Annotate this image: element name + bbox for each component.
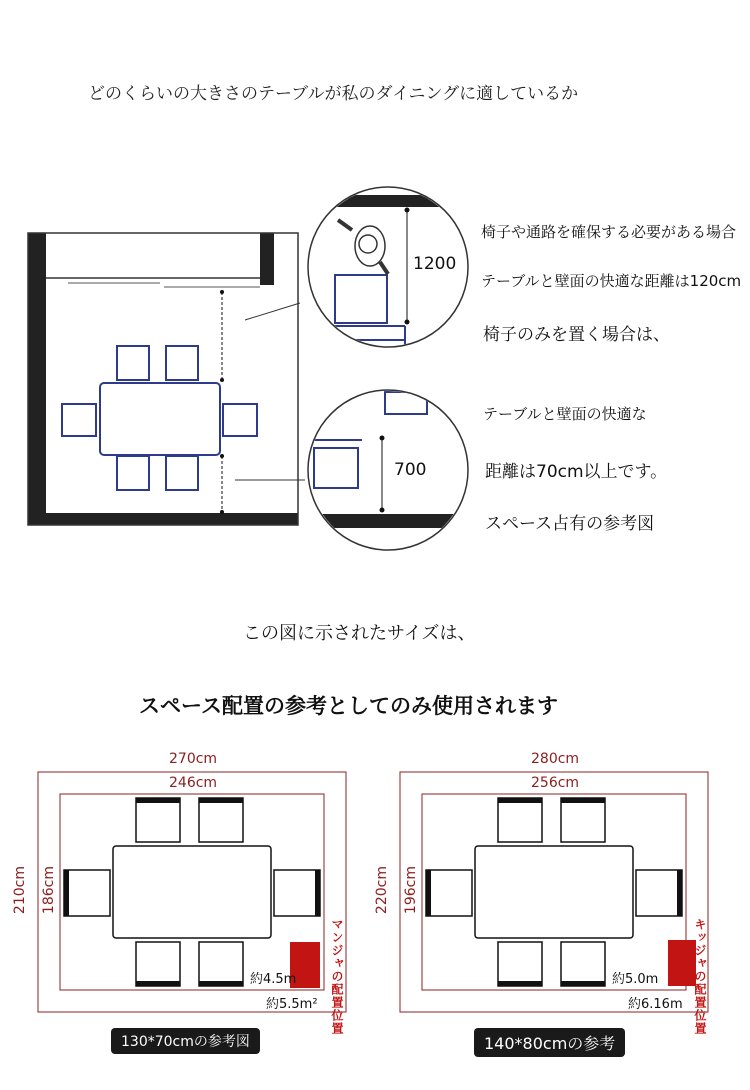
caption-line-1: この図に示されたサイズは、 xyxy=(243,623,476,644)
zoom-bottom-value: 700 xyxy=(394,460,427,480)
layout-1-side-tag: マンジャの配置位置 xyxy=(330,918,344,1035)
page-title: どのくらいの大きさのテーブルが私のダイニングに適しているか xyxy=(88,84,579,104)
layout-1-outer-height: 210cm xyxy=(12,866,28,915)
layout-2-outer-area: 約6.16m xyxy=(628,997,683,1012)
note-5: 距離は70cm以上です。 xyxy=(485,462,668,482)
layout-1-outer-area: 約5.5m² xyxy=(266,997,318,1012)
zoom-top-value: 1200 xyxy=(413,254,457,274)
layout-2-side-tag: キッジャの配置位置 xyxy=(693,918,707,1035)
note-6: スペース占有の参考図 xyxy=(485,514,655,534)
layout-2-diagram xyxy=(400,772,708,1012)
note-4: テーブルと壁面の快適な xyxy=(483,405,647,423)
layout-1-inner-area: 約4.5m xyxy=(250,972,297,987)
note-2: テーブルと壁面の快適な距離は120cm xyxy=(481,272,742,290)
layout-1-inner-height: 186cm xyxy=(41,866,57,915)
caption-line-2: スペース配置の参考としてのみ使用されます xyxy=(139,694,558,718)
layout-2-inner-width: 256cm xyxy=(531,775,580,791)
layout-2-outer-height: 220cm xyxy=(374,866,390,915)
layout-1-inner-width: 246cm xyxy=(169,775,218,791)
note-1: 椅子や通路を確保する必要がある場合 xyxy=(481,223,737,241)
layout-2-outer-width: 280cm xyxy=(531,751,580,767)
layout-1-label: 130*70cmの参考図 xyxy=(111,1028,260,1054)
layout-1-diagram xyxy=(38,772,346,1012)
layout-1-outer-width: 270cm xyxy=(169,751,218,767)
layout-2-label: 140*80cmの参考 xyxy=(474,1028,625,1057)
note-3: 椅子のみを置く場合は、 xyxy=(483,325,670,345)
layout-2-inner-height: 196cm xyxy=(403,866,419,915)
layout-2-inner-area: 約5.0m xyxy=(612,972,659,987)
